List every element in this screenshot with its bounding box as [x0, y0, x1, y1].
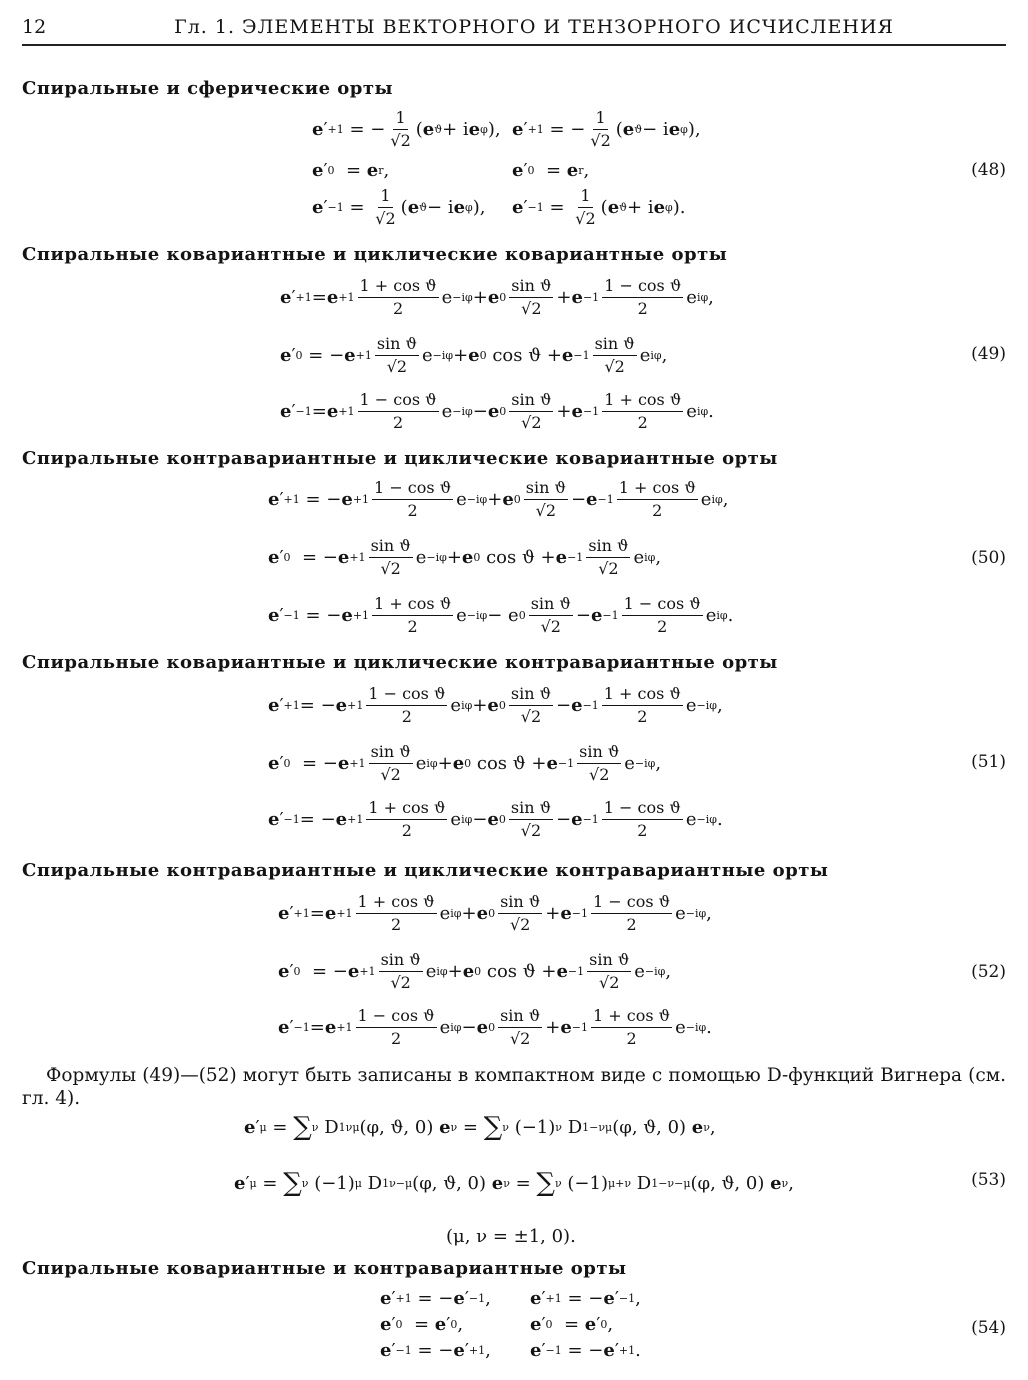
- equation-54-line1a: e ′ +1 = − e ′ −1 ,: [380, 1288, 491, 1309]
- equation-number-54: (54): [971, 1318, 1006, 1338]
- equation-54-line2b: e ′ 0 = e ′ 0 ,: [530, 1314, 614, 1335]
- heading-50: Спиральные контравариантные и циклические ковариантные орты: [22, 448, 778, 469]
- heading-54: Спиральные ковариантные и контравариантные орты: [22, 1258, 627, 1279]
- heading-51: Спиральные ковариантные и циклические контравариантные орты: [22, 652, 778, 673]
- running-head: Гл. 1. ЭЛЕМЕНТЫ ВЕКТОРНОГО И ТЕНЗОРНОГО ИСЧИСЛЕНИЯ: [174, 16, 894, 38]
- equation-51-line3: e ′ −1 = − e +1 $\frac{\text{1 + cos ϑ}}{2}$ e iφ − e 0 $\frac{\text{sin ϑ}}{√2}$ − e −1 $\frac{\text{1 − cos ϑ}}{2}$ e −iφ .: [268, 798, 723, 840]
- equation-number-50: (50): [971, 548, 1006, 568]
- equation-number-53: (53): [971, 1170, 1006, 1190]
- heading-48: Спиральные и сферические орты: [22, 78, 394, 99]
- equation-51-line1: e ′ +1 = − e +1 $\frac{\text{1 − cos ϑ}}{2}$ e iφ + e 0 $\frac{\text{sin ϑ}}{√2}$ − e −1 $\frac{\text{1 + cos ϑ}}{2}$ e −iφ ,: [268, 684, 723, 726]
- equation-50-line3: e ′ −1 = − e +1 $\frac{\text{1 + cos ϑ}}{2}$ e −iφ − e 0 $\frac{\text{sin ϑ}}{√2}$ − e −1 $\frac{\text{1 − cos ϑ}}{2}$ e iφ .: [268, 594, 734, 636]
- equation-48-line2: e ′ 0 = e r ,: [312, 160, 390, 181]
- equation-52-line3: e ′ −1 = e +1 $\frac{\text{1 − cos ϑ}}{2}$ e iφ − e 0 $\frac{\text{sin ϑ}}{√2}$ + e −1 $\frac{\text{1 + cos ϑ}}{2}$ e −iφ .: [278, 1006, 712, 1048]
- equation-number-48: (48): [971, 160, 1006, 180]
- equation-49-line3: e ′ −1 = e +1 $\frac{\text{1 − cos ϑ}}{2}$ e −iφ − e 0 $\frac{\text{sin ϑ}}{√2}$ + e −1 $\frac{\text{1 + cos ϑ}}{2}$ e iφ .: [280, 390, 714, 432]
- equation-54-line1b: e ′ +1 = − e ′ −1 ,: [530, 1288, 641, 1309]
- equation-51-line2: e ′ 0 = − e +1 $\frac{\text{sin ϑ}}{√2}$ e iφ + e 0 cos ϑ + e −1 $\frac{\text{sin ϑ}}{√2}$ e −iφ ,: [268, 742, 662, 784]
- equation-number-49: (49): [971, 344, 1006, 364]
- equation-48-line1: e ′ +1 = − $\frac{1}{√2}$ ( e ϑ + i e φ ), e ′ +1 = − $\frac{1}{√2}$ ( e ϑ − i e φ ),: [312, 108, 701, 150]
- equation-50-line2: e ′ 0 = − e +1 $\frac{\text{sin ϑ}}{√2}$ e −iφ + e 0 cos ϑ + e −1 $\frac{\text{sin ϑ}}{√2}$ e iφ ,: [268, 536, 662, 578]
- equation-49-line1: e ′ +1 = e +1 $\frac{\text{1 + cos ϑ}}{2}$ e −iφ + e 0 $\frac{\text{sin ϑ}}{√2}$ + e −1 $\frac{\text{1 − cos ϑ}}{2}$ e iφ ,: [280, 276, 714, 318]
- page-number: 12: [22, 16, 47, 38]
- equation-50-line1: e ′ +1 = − e +1 $\frac{\text{1 − cos ϑ}}{2}$ e −iφ + e 0 $\frac{\text{sin ϑ}}{√2}$ − e −1 $\frac{\text{1 + cos ϑ}}{2}$ e iφ ,: [268, 478, 729, 520]
- equation-number-51: (51): [971, 752, 1006, 772]
- equation-49-line2: e ′ 0 = − e +1 $\frac{\text{sin ϑ}}{√2}$ e −iφ + e 0 cos ϑ + e −1 $\frac{\text{sin ϑ}}{√2}$ e iφ ,: [280, 334, 668, 376]
- equation-53-line1: e ′ μ = ∑ ν D 1 νμ (φ, ϑ, 0) e ν = ∑ ν (−1) ν D 1 −νμ (φ, ϑ, 0) e ν ,: [244, 1112, 716, 1142]
- equation-48-line2b: e ′ 0 = e r ,: [512, 160, 590, 181]
- page-header: [22, 14, 1006, 46]
- heading-49: Спиральные ковариантные и циклические ковариантные орты: [22, 244, 728, 265]
- body-paragraph: Формулы (49)—(52) могут быть записаны в компактном виде с помощью D-функций Вигнера (см. гл. 4).: [22, 1065, 1006, 1109]
- equation-54-line3b: e ′ −1 = − e ′ +1 .: [530, 1340, 641, 1361]
- heading-52: Спиральные контравариантные и циклические контравариантные орты: [22, 860, 829, 881]
- equation-54-line3a: e ′ −1 = − e ′ +1 ,: [380, 1340, 491, 1361]
- equation-48-line3: e ′ −1 = $\frac{1}{√2}$ ( e ϑ − i e φ ),: [312, 186, 486, 228]
- equation-52-line2: e ′ 0 = − e +1 $\frac{\text{sin ϑ}}{√2}$ e iφ + e 0 cos ϑ + e −1 $\frac{\text{sin ϑ}}{√2}$ e −iφ ,: [278, 950, 672, 992]
- equation-52-line1: e ′ +1 = e +1 $\frac{\text{1 + cos ϑ}}{2}$ e iφ + e 0 $\frac{\text{sin ϑ}}{√2}$ + e −1 $\frac{\text{1 − cos ϑ}}{2}$ e −iφ ,: [278, 892, 712, 934]
- equation-48-line3b: e ′ −1 = $\frac{1}{√2}$ ( e ϑ + i e φ ).: [512, 186, 686, 228]
- equation-53-condition: (μ, ν = ±1, 0).: [446, 1226, 576, 1247]
- equation-number-52: (52): [971, 962, 1006, 982]
- equation-54-line2a: e ′ 0 = e ′ 0 ,: [380, 1314, 464, 1335]
- equation-53-line2: e ′ μ = ∑ ν (−1) μ D 1 ν−μ (φ, ϑ, 0) e ν = ∑ ν (−1) μ+ν D 1 −ν−μ (φ, ϑ, 0) e ν ,: [234, 1168, 794, 1198]
